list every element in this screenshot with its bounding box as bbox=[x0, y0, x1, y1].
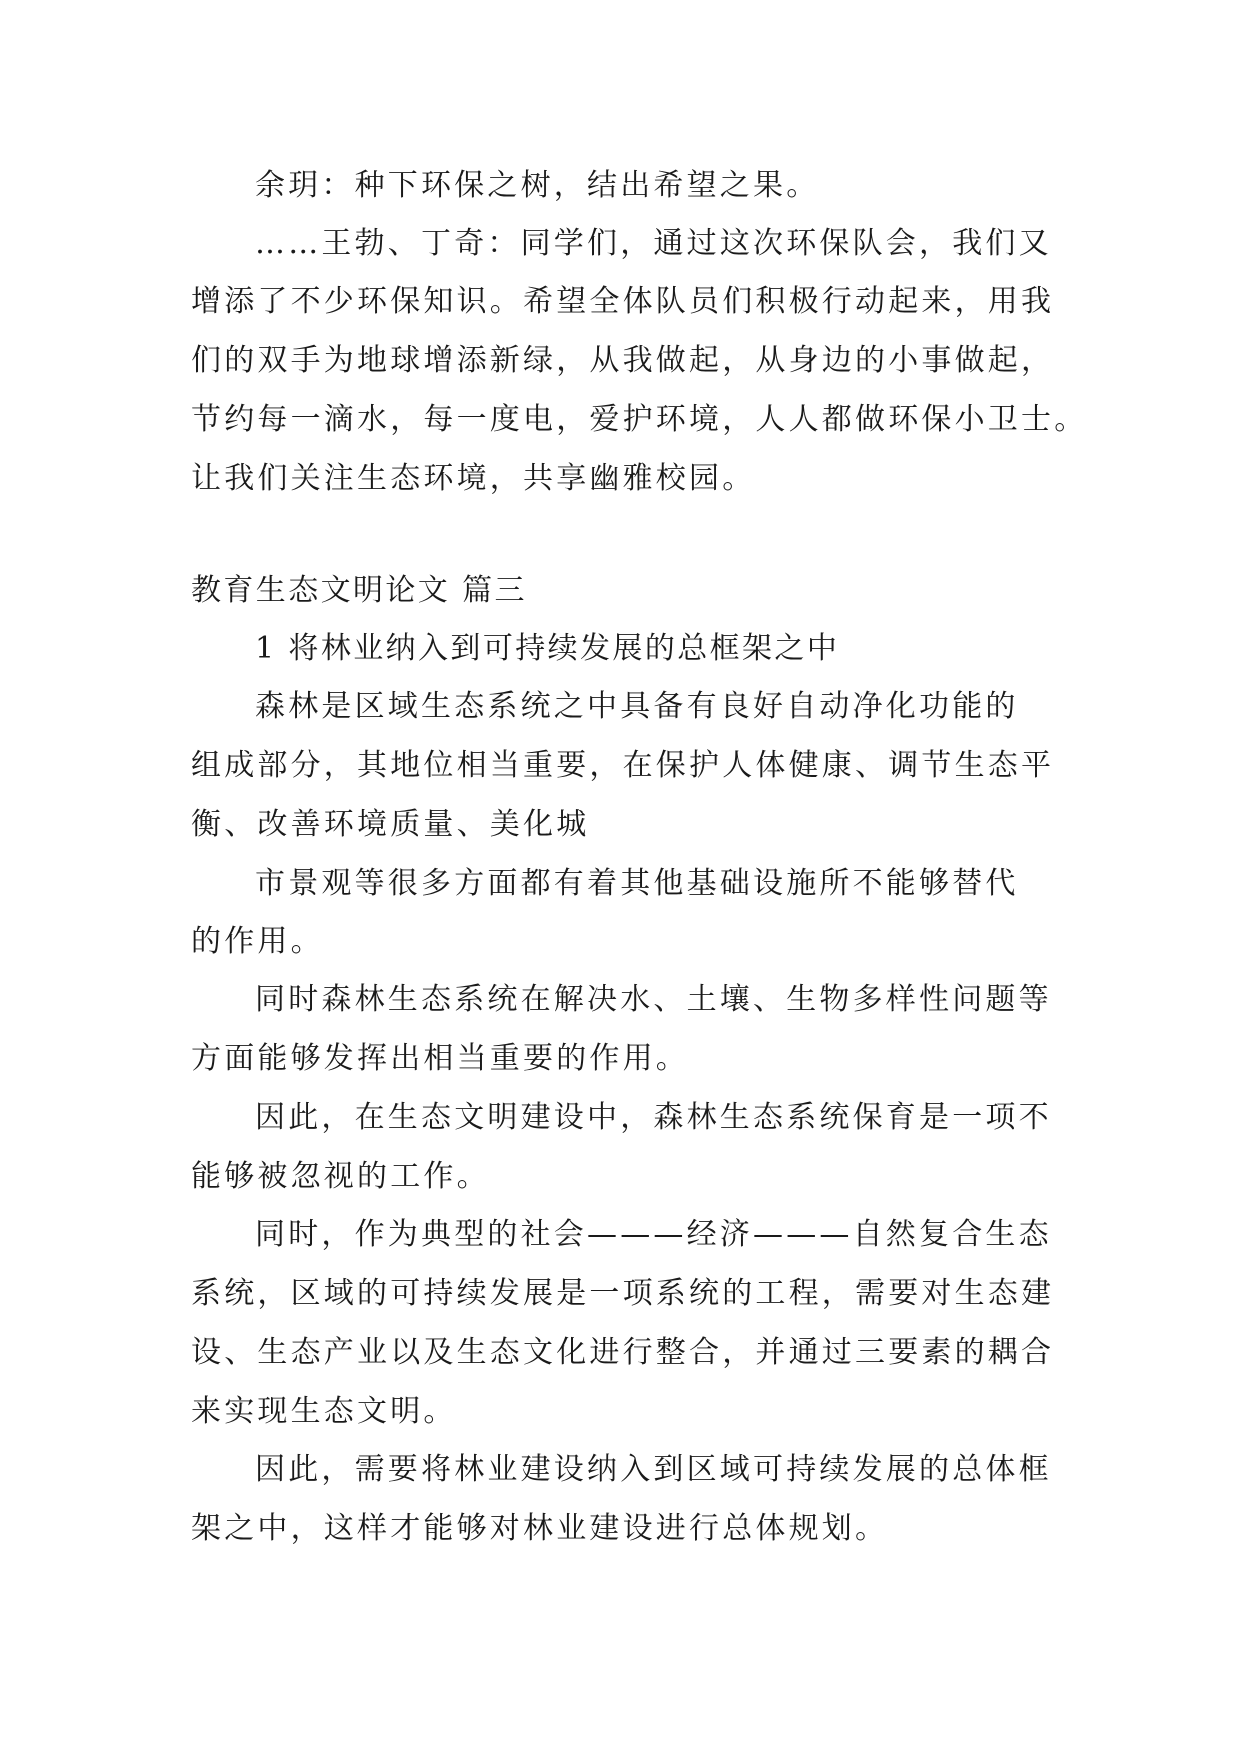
paragraph-line: 衡、改善环境质量、美化城 bbox=[191, 807, 590, 842]
paragraph-line: 设、生态产业以及生态文化进行整合，并通过三要素的耦合 bbox=[191, 1335, 1055, 1370]
paragraph-line: 来实现生态文明。 bbox=[191, 1394, 457, 1429]
paragraph-line: 能够被忽视的工作。 bbox=[191, 1159, 490, 1194]
paragraph-line: 系统，区域的可持续发展是一项系统的工程，需要对生态建 bbox=[191, 1276, 1055, 1311]
body-line: 节约每一滴水，每一度电，爱护环境，人人都做环保小卫士。 bbox=[191, 402, 1088, 437]
paragraph-line: 因此，在生态文明建设中，森林生态系统保育是一项不 bbox=[255, 1100, 1052, 1135]
paragraph-line: 同时，作为典型的社会———经济———自然复合生态 bbox=[255, 1217, 1052, 1252]
body-line: 们的双手为地球增添新绿，从我做起，从身边的小事做起， bbox=[191, 343, 1055, 378]
paragraph-line: 方面能够发挥出相当重要的作用。 bbox=[191, 1041, 689, 1076]
body-line: 让我们关注生态环境，共享幽雅校园。 bbox=[191, 461, 756, 496]
paragraph-line: 同时森林生态系统在解决水、土壤、生物多样性问题等 bbox=[255, 982, 1052, 1017]
speech-line-wang-ding: ……王勃、丁奇：同学们，通过这次环保队会，我们又 bbox=[255, 226, 1052, 261]
paragraph-line: 因此，需要将林业建设纳入到区域可持续发展的总体框 bbox=[255, 1452, 1052, 1487]
section-title: 教育生态文明论文 篇三 bbox=[191, 573, 527, 608]
paragraph-line: 市景观等很多方面都有着其他基础设施所不能够替代 bbox=[255, 866, 1019, 901]
paragraph-line: 架之中，这样才能够对林业建设进行总体规划。 bbox=[191, 1511, 889, 1546]
speech-line-yu-yue: 余玥：种下环保之树，结出希望之果。 bbox=[255, 168, 820, 203]
paragraph-line: 森林是区域生态系统之中具备有良好自动净化功能的 bbox=[255, 689, 1019, 724]
paragraph-line: 的作用。 bbox=[191, 924, 324, 959]
body-line: 增添了不少环保知识。希望全体队员们积极行动起来，用我 bbox=[191, 284, 1055, 319]
subheading: 1 将林业纳入到可持续发展的总框架之中 bbox=[255, 631, 840, 666]
paragraph-line: 组成部分，其地位相当重要，在保护人体健康、调节生态平 bbox=[191, 748, 1055, 783]
